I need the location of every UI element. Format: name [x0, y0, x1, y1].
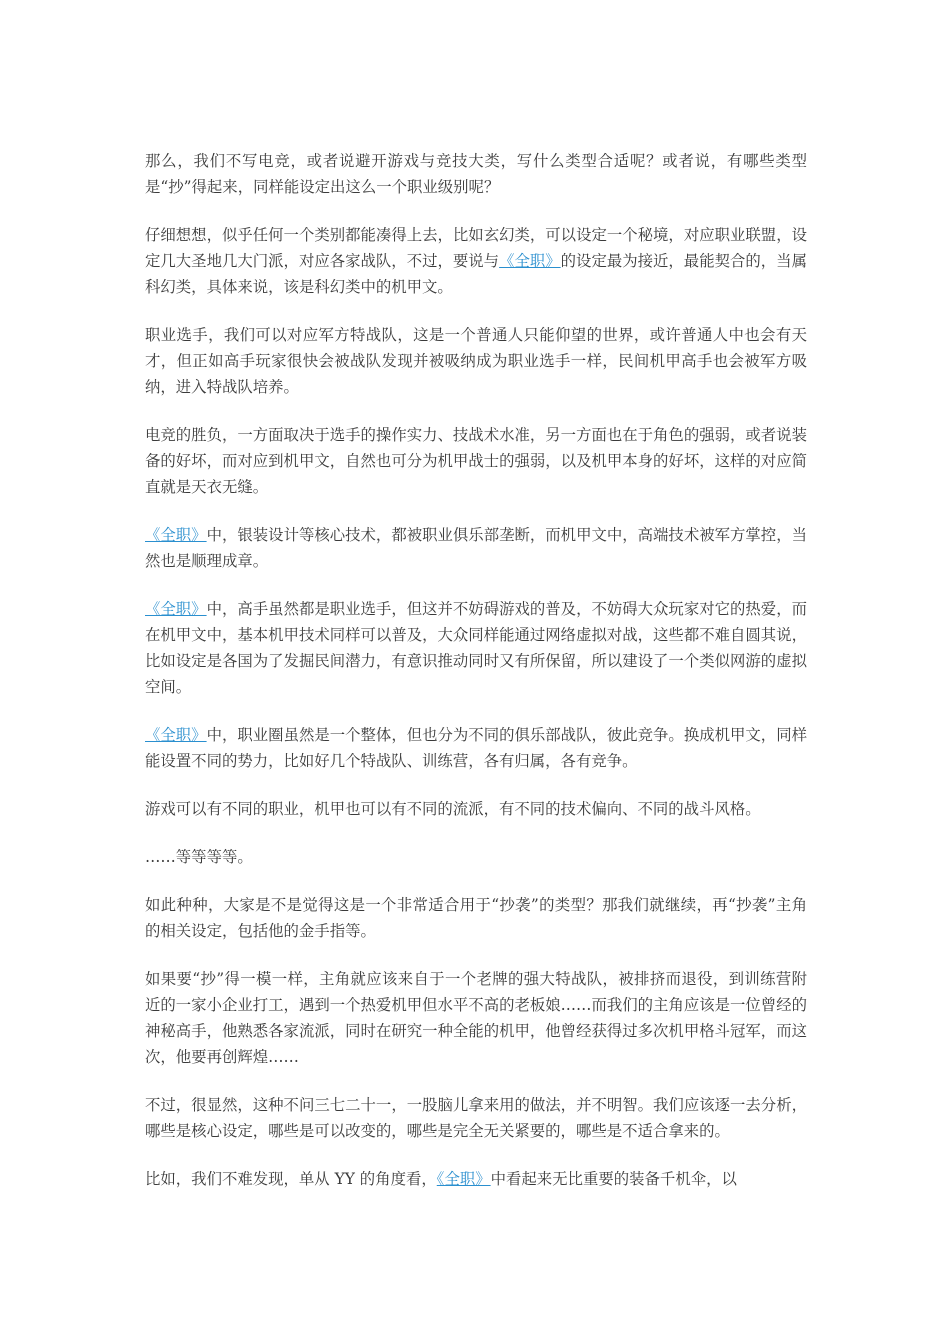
paragraph — [145, 892, 807, 944]
paragraph-text: 中，职业圈虽然是一个整体，但也分为不同的俱乐部战队，彼此竞争。换成机甲文，同样能设置不同的势力，比如好几个特战队、训练营，各有归属，各有竞争。 — [145, 726, 807, 770]
book-title-link[interactable]: 《全职》 — [436, 1170, 491, 1188]
paragraph — [145, 222, 807, 300]
paragraph-text: 中看起来无比重要的装备千机伞，以 — [490, 1170, 737, 1188]
paragraph-text: 的设定最为接近，最能契合的，当属科幻类，具体来说，该是科幻类中的机甲文。 — [145, 252, 807, 296]
book-title-link[interactable]: 《全职》 — [145, 726, 207, 744]
article-body — [145, 148, 807, 1214]
paragraph-text: 中，银装设计等核心技术，都被职业俱乐部垄断，而机甲文中，高端技术被军方掌控，当然也是顺理成章。 — [145, 526, 807, 570]
paragraph-text: 比如，我们不难发现，单从 YY 的角度看， — [145, 1170, 437, 1188]
paragraph — [145, 148, 807, 200]
paragraph — [145, 1092, 807, 1144]
paragraph — [145, 322, 807, 400]
book-title-link[interactable]: 《全职》 — [145, 526, 207, 544]
paragraph-text: 如此种种，大家是不是觉得这是一个非常适合用于“抄袭”的类型？那我们就继续，再“抄袭”主角的相关设定，包括他的金手指等。 — [145, 896, 807, 940]
paragraph — [145, 596, 807, 700]
book-title-link[interactable]: 《全职》 — [499, 252, 561, 270]
paragraph-text: 那么，我们不写电竞，或者说避开游戏与竞技大类，写什么类型合适呢？或者说，有哪些类型是“抄”得起来，同样能设定出这么一个职业级别呢？ — [145, 152, 807, 196]
book-title-link[interactable]: 《全职》 — [145, 600, 207, 618]
paragraph-text: ……等等等等。 — [145, 848, 253, 866]
paragraph-text: 游戏可以有不同的职业，机甲也可以有不同的流派，有不同的技术偏向、不同的战斗风格。 — [145, 800, 761, 818]
paragraph — [145, 722, 807, 774]
paragraph-text: 职业选手，我们可以对应军方特战队，这是一个普通人只能仰望的世界，或许普通人中也会有天才，但正如高手玩家很快会被战队发现并被吸纳成为职业选手一样，民间机甲高手也会被军方吸纳，进入特战队培养。 — [145, 326, 807, 396]
paragraph-text: 不过，很显然，这种不问三七二十一，一股脑儿拿来用的做法，并不明智。我们应该逐一去分析，哪些是核心设定，哪些是可以改变的，哪些是完全无关紧要的，哪些是不适合拿来的。 — [145, 1096, 807, 1140]
paragraph — [145, 1166, 807, 1192]
paragraph-text: 如果要“抄”得一模一样，主角就应该来自于一个老牌的强大特战队，被排挤而退役，到训练营附近的一家小企业打工，遇到一个热爱机甲但水平不高的老板娘……而我们的主角应该是一位曾经的神秘高手，他熟悉各家流派，同时在研究一种全能的机甲，他曾经获得过多次机甲格斗冠军，而这次，他要再创辉煌…… — [145, 970, 807, 1066]
paragraph — [145, 796, 807, 822]
paragraph — [145, 422, 807, 500]
paragraph — [145, 966, 807, 1070]
paragraph-text: 仔细想想，似乎任何一个类别都能凑得上去，比如玄幻类，可以设定一个秘境，对应职业联盟，设定几大圣地几大门派，对应各家战队，不过，要说与 — [145, 226, 807, 270]
paragraph-text: 中，高手虽然都是职业选手，但这并不妨碍游戏的普及，不妨碍大众玩家对它的热爱，而在机甲文中，基本机甲技术同样可以普及，大众同样能通过网络虚拟对战，这些都不难自圆其说，比如设定是各国为了发掘民间潜力，有意识推动同时又有所保留，所以建设了一个类似网游的虚拟空间。 — [145, 600, 807, 696]
paragraph-text: 电竞的胜负，一方面取决于选手的操作实力、技战术水准，另一方面也在于角色的强弱，或者说装备的好坏，而对应到机甲文，自然也可分为机甲战士的强弱，以及机甲本身的好坏，这样的对应简直就是天衣无缝。 — [145, 426, 807, 496]
paragraph — [145, 844, 807, 870]
paragraph — [145, 522, 807, 574]
